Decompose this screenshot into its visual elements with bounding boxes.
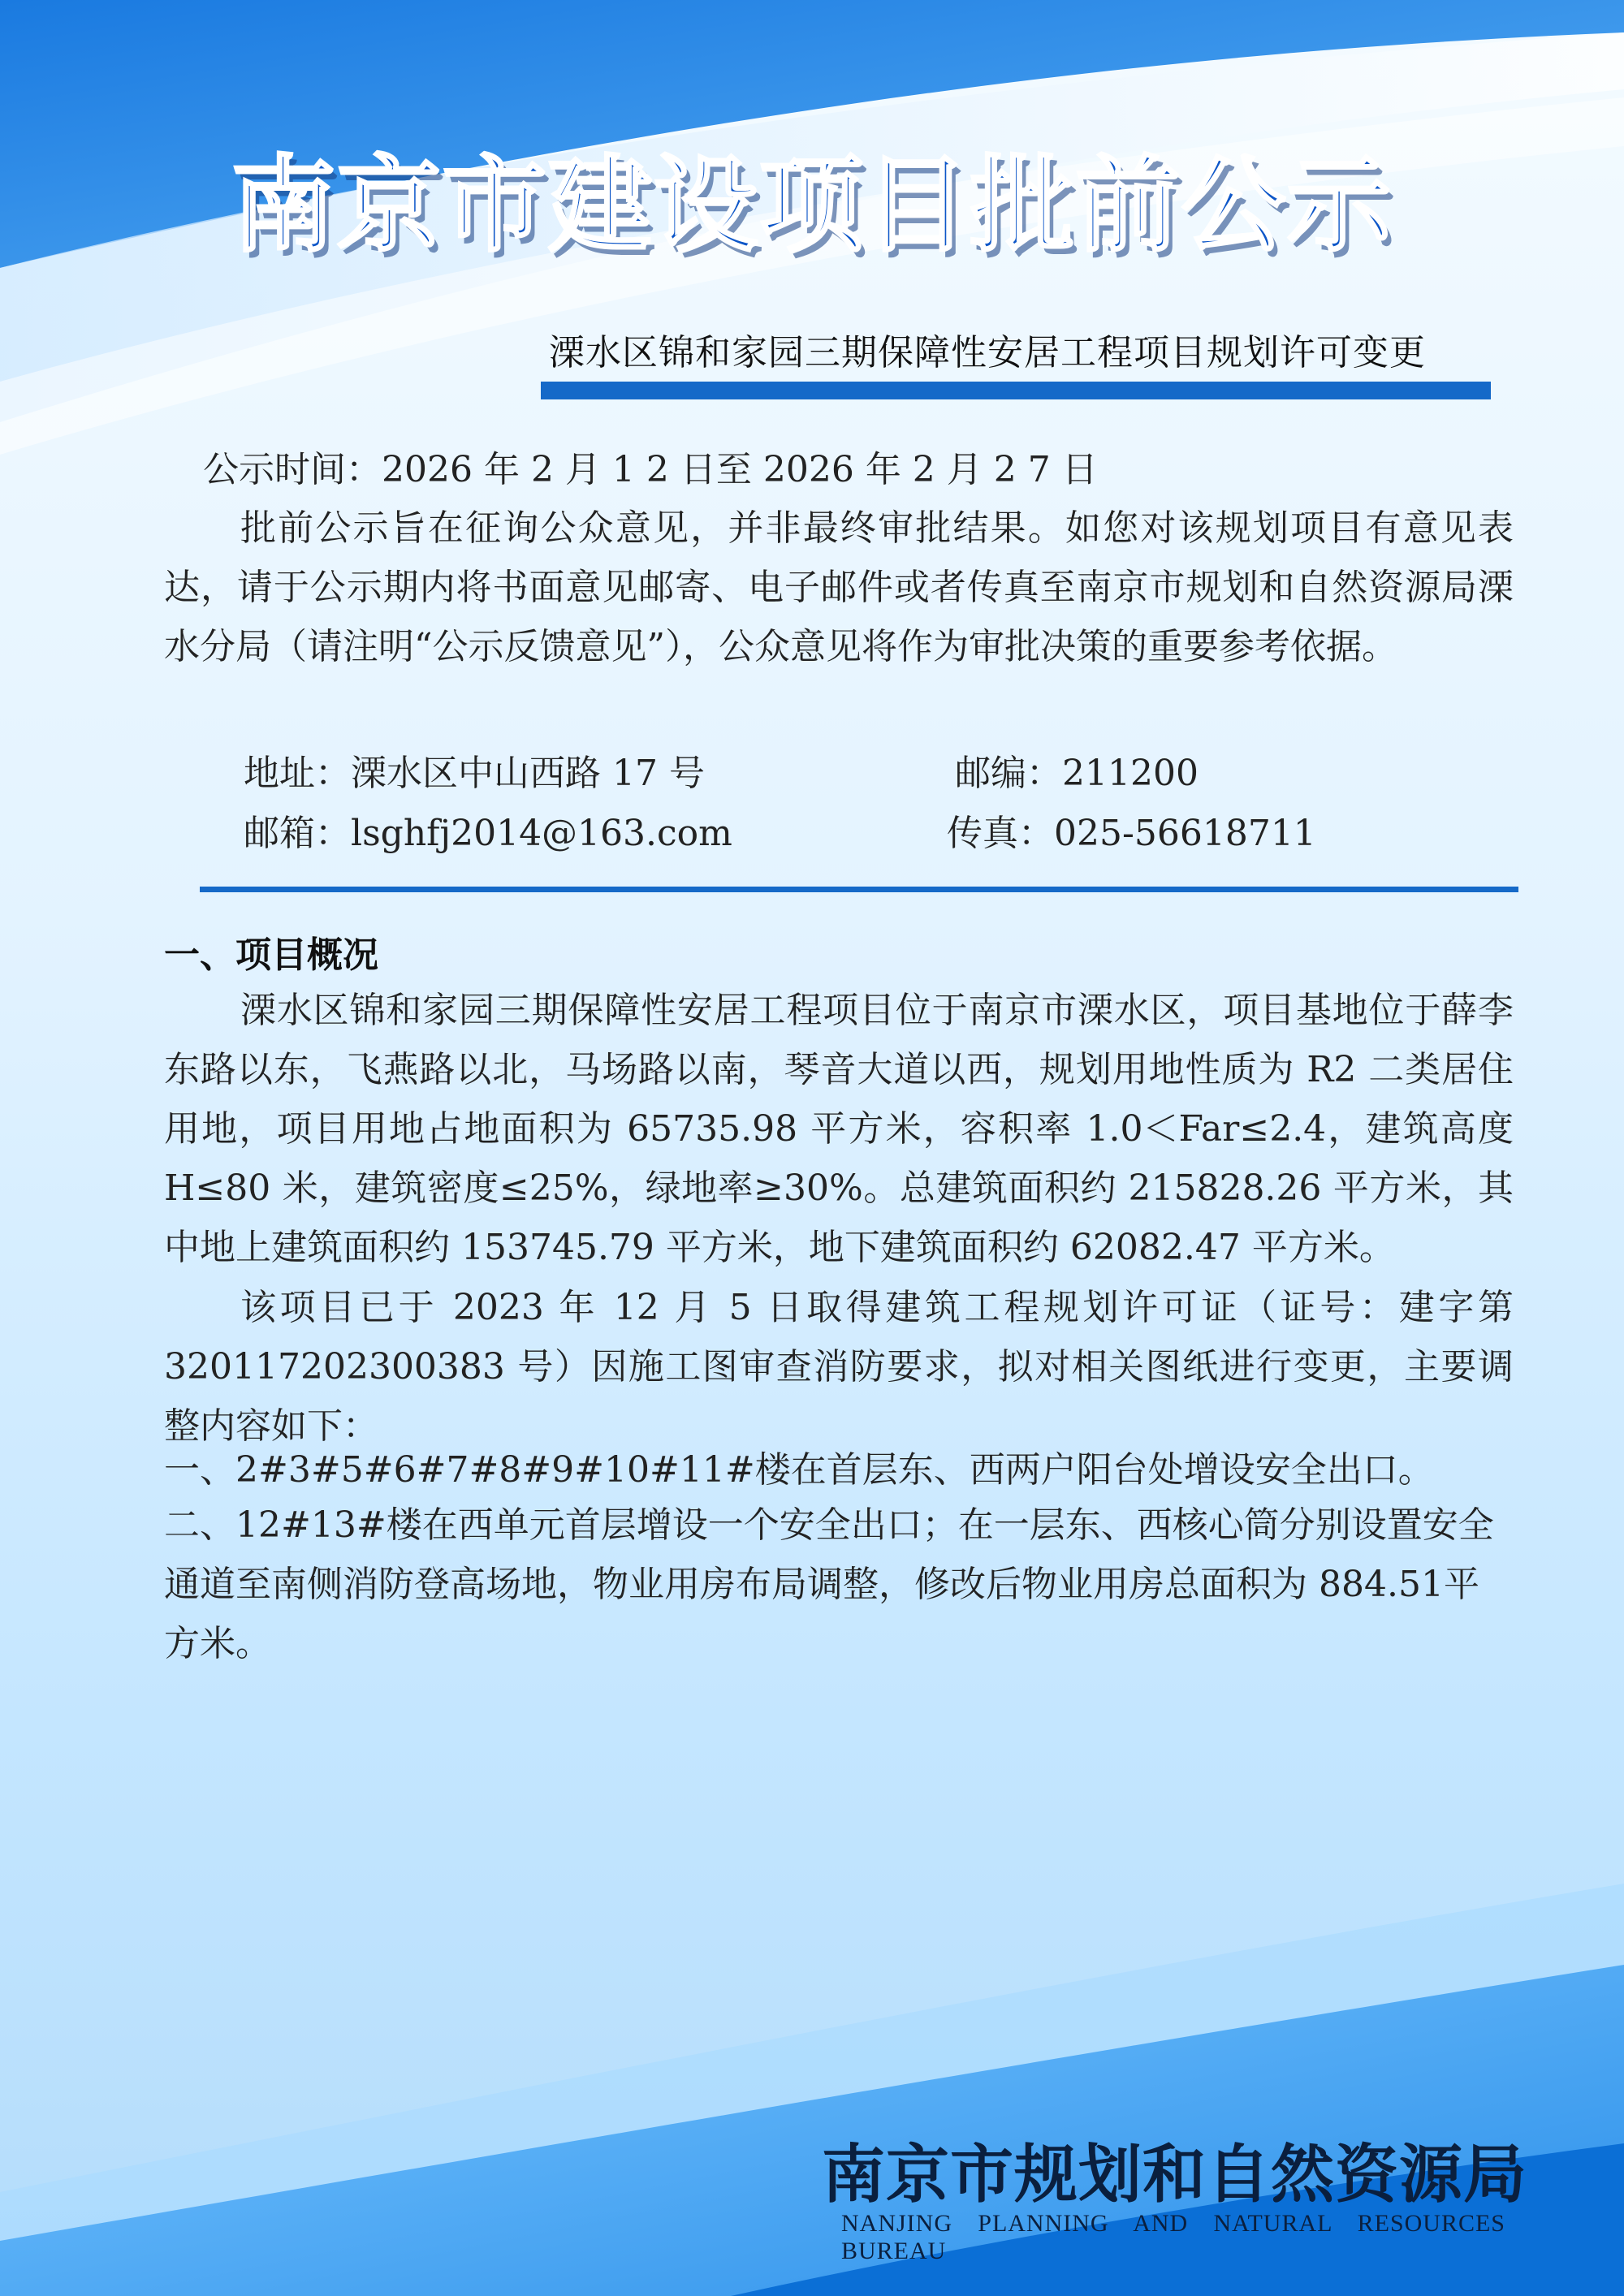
contact-postcode: 邮编：211200 xyxy=(955,753,1199,794)
change-item-1: 一、2#3#5#6#7#8#9#10#11#楼在首层东、西两户阳台处增设安全出口。 xyxy=(164,1449,1434,1491)
overview-paragraph: 溧水区锦和家园三期保障性安居工程项目位于南京市溧水区，项目基地位于薛李东路以东，飞燕路以北，马场路以南，琴音大道以西，规划用地性质为 R2 二类居住用地，项目用地占地面积为 65735.98 平方米，容积率 1.0＜Far≤2.4，建筑高度 H≤80 米，建筑密度≤25%，绿地率≥30%。总建筑面积约 215828.26 平方米，其中地上建筑面积约 153745.79 平方米，地下建筑面积约 62082.47 平方米。 xyxy=(164,990,1514,1268)
contact-fax: 传真：025-56618711 xyxy=(947,813,1316,854)
intro-paragraph: 批前公示旨在征询公众意见，并非最终审批结果。如您对该规划项目有意见表达，请于公示期内将书面意见邮寄、电子邮件或者传真至南京市规划和自然资源局溧水分局（请注明“公示反馈意见”），公众意见将作为审批决策的重要参考依据。 xyxy=(164,507,1514,667)
project-subtitle: 溧水区锦和家园三期保障性安居工程项目规划许可变更 xyxy=(549,332,1426,373)
change-paragraph: 该项目已于 2023 年 12 月 5 日取得建筑工程规划许可证（证号：建字第 320117202300383 号）因施工图审查消防要求，拟对相关图纸进行变更，主要调整内容如下： xyxy=(164,1287,1514,1447)
footer-org-english: NANJING PLANNING AND NATURAL RESOURCES BUREAU xyxy=(841,2210,1505,2264)
subtitle-underline xyxy=(541,382,1491,399)
section-heading: 一、项目概况 xyxy=(164,934,378,976)
footer-org-name: 南京市规划和自然资源局 xyxy=(822,2138,1528,2212)
publication-time: 公示时间：2026 年 2 月 1 2 日至 2026 年 2 月 2 7 日 xyxy=(203,449,1098,490)
contact-address: 地址：溧水区中山西路 17 号 xyxy=(244,753,705,794)
change-item-2: 二、12#13#楼在西单元首层增设一个安全出口；在一层东、西核心筒分别设置安全通道至南侧消防登高场地，物业用房布局调整，修改后物业用房总面积为 884.51平方米。 xyxy=(164,1504,1494,1664)
page-title: 南京市建设项目批前公示 xyxy=(231,145,1393,266)
section-divider xyxy=(200,887,1518,892)
contact-email: 邮箱：lsghfj2014@163.com xyxy=(244,813,732,854)
